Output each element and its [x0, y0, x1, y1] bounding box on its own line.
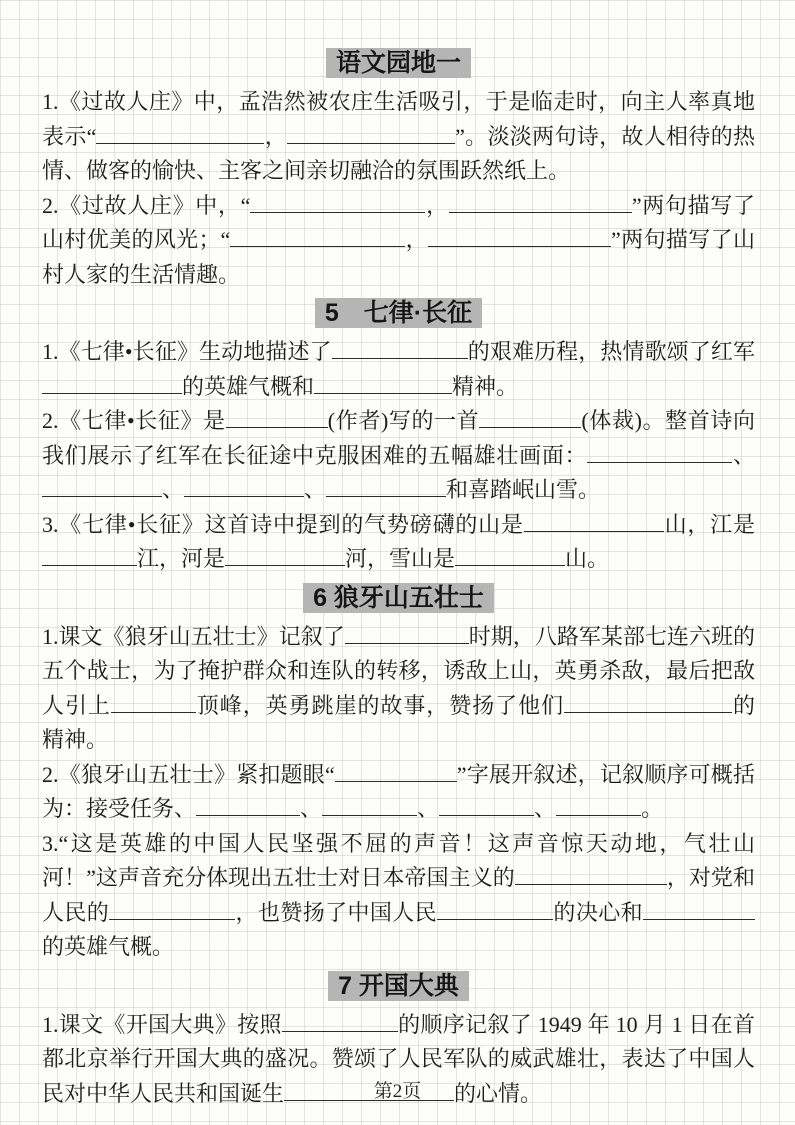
question-kaiguodadian-1: 1.课文《开国大典》按照 的顺序记叙了 1949 年 10 月 1 日在首都北京举行开国大典的盛况。赞颂了人民军队的威武雄壮，表达了中国人民对中华人民共和国诞生 的心情。 — [42, 1008, 755, 1112]
section-heading-text: 7 开国大典 — [328, 971, 469, 1001]
question-langyashan-3: 3.“这是英雄的中国人民坚强不屈的声音！这声音惊天动地，气壮山河！”这声音充分体现出五壮士对日本帝国主义的 ，对党和人民的 ，也赞扬了中国人民 的决心和的英雄气概。 — [42, 830, 755, 959]
fill-in-blank — [96, 121, 264, 144]
section-heading-text: 6 狼牙山五壮士 — [303, 583, 494, 613]
fill-in-blank — [455, 543, 565, 566]
section-heading-kaiguodadian — [42, 968, 755, 1004]
fill-in-blank — [322, 793, 417, 816]
section-heading-yuwen-yuandi-1 — [42, 45, 755, 81]
fill-in-blank — [42, 474, 162, 497]
question-changzheng-3: 3.《七律•长征》这首诗中提到的气势磅礴的山是 山，江是江，河是 河，雪山是 山。 — [42, 508, 755, 577]
section-heading-text: 5 七律·长征 — [315, 298, 482, 328]
fill-in-blank — [479, 405, 581, 428]
fill-in-blank — [184, 474, 304, 497]
fill-in-blank — [564, 690, 732, 713]
page-number: 第2页 — [373, 1081, 422, 1102]
fill-in-blank — [335, 759, 457, 782]
fill-in-blank — [345, 621, 469, 644]
fill-in-blank — [250, 190, 425, 213]
fill-in-blank — [449, 190, 632, 213]
fill-in-blank — [314, 371, 452, 394]
fill-in-blank — [437, 897, 553, 920]
fill-in-blank — [428, 224, 611, 247]
section-heading-text: 语文园地一 — [326, 48, 471, 78]
question-guoguren-2: 2.《过故人庄》中，“ ， ”两句描写了山村优美的风光；“ ， ”两句描写了山村人家的生活情趣。 — [42, 189, 755, 293]
fill-in-blank — [332, 336, 468, 359]
question-guoguren-1: 1.《过故人庄》中，孟浩然被农庄生活吸引，于是临走时，向主人率真地表示“ ， ”。淡淡两句诗，故人相待的热情、做客的愉快、主客之间亲切融洽的氛围跃然纸上。 — [42, 89, 756, 183]
fill-in-blank — [111, 690, 196, 713]
fill-in-blank — [524, 509, 664, 532]
fill-in-blank — [556, 793, 641, 816]
fill-in-blank — [230, 224, 405, 247]
fill-in-blank — [42, 543, 137, 566]
fill-in-blank — [42, 371, 182, 394]
fill-in-blank — [109, 897, 235, 920]
fill-in-blank — [225, 543, 345, 566]
fill-in-blank — [226, 405, 328, 428]
fill-in-blank — [282, 1009, 398, 1032]
section-heading-qilv-changzheng — [42, 295, 755, 331]
fill-in-blank — [439, 793, 534, 816]
fill-in-blank — [515, 862, 667, 885]
fill-in-blank — [643, 897, 755, 920]
question-changzheng-1: 1.《七律•长征》生动地描述了 的艰难历程，热情歌颂了红军的英雄气概和 精神。 — [42, 335, 755, 404]
fill-in-blank — [587, 440, 732, 463]
question-langyashan-1: 1.课文《狼牙山五壮士》记叙了 时期，八路军某部七连六班的五个战士，为了掩护群众和连队的转移，诱敌上山，英勇杀敌，最后把敌人引上 顶峰，英勇跳崖的故事，赞扬了他们 的精神。 — [42, 620, 755, 758]
question-langyashan-2: 2.《狼牙山五壮士》紧扣题眼“ ”字展开叙述，记叙顺序可概括为：接受任务、 、 、 、 。 — [42, 758, 755, 827]
fill-in-blank — [196, 793, 300, 816]
section-heading-langyashan — [42, 580, 755, 616]
fill-in-blank — [326, 474, 446, 497]
fill-in-blank — [287, 121, 455, 144]
question-changzheng-2: 2.《七律•长征》是 (作者)写的一首 (体裁)。整首诗向我们展示了红军在长征途中克服困难的五幅雄壮画面： 、、 、 和喜踏岷山雪。 — [42, 404, 755, 508]
